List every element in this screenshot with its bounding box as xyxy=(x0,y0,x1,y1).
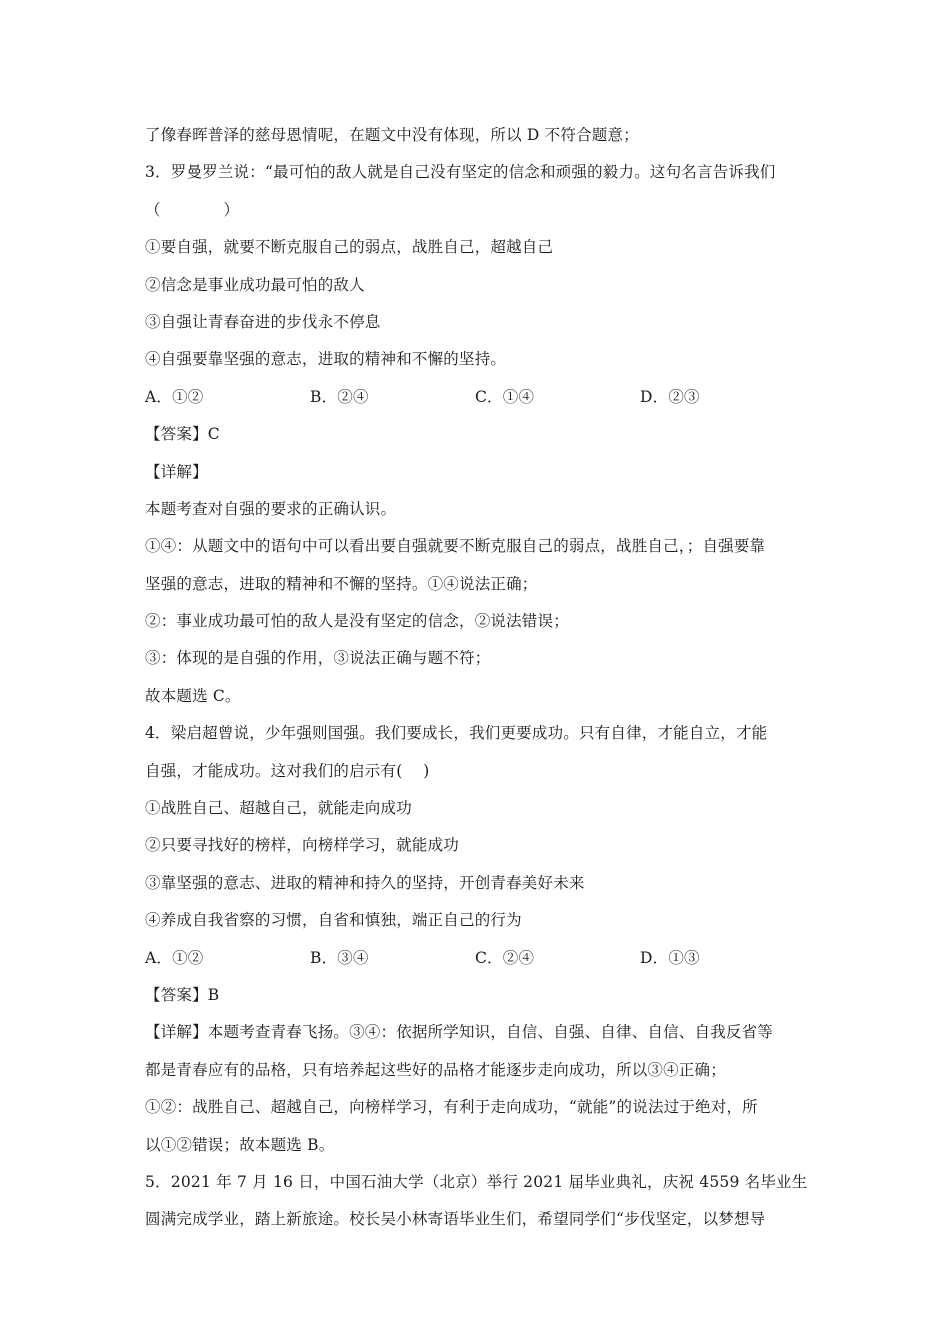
q4-option-2: ②只要寻找好的榜样，向榜样学习，就能成功 xyxy=(145,836,460,855)
text-line: 都是青春应有的品格，只有培养起这些好的品格才能逐步走向成功，所以③④正确； xyxy=(145,1060,726,1079)
q4-option-4: ④养成自我省察的习惯，自省和慎独，端正自己的行为 xyxy=(145,911,522,930)
q3-choice-a: A．①② xyxy=(145,387,204,406)
question-5-stem-cont: 圆满完成学业，踏上新旅途。校长吴小林寄语毕业生们，希望同学们“步伐坚定，以梦想导 xyxy=(145,1210,766,1229)
q4-choice-d: D．①③ xyxy=(640,948,700,967)
q3-explanation-heading: 【详解】 xyxy=(145,462,208,481)
q4-explanation: 【详解】本题考查青春飞扬。③④：依据所学知识，自信、自强、自律、自信、自我反省等 xyxy=(145,1023,774,1042)
text-line: ①④：从题文中的语句中可以看出要自强就要不断克服自己的弱点，战胜自己，；自强要靠 xyxy=(145,537,766,556)
q3-option-1: ①要自强，就要不断克服自己的弱点，战胜自己，超越自己 xyxy=(145,238,554,257)
q3-option-3: ③自强让青春奋进的步伐永不停息 xyxy=(145,312,381,331)
q3-choice-b: B．②④ xyxy=(310,387,369,406)
q3-choice-c: C．①④ xyxy=(475,387,535,406)
text-line: 了像春晖普泽的慈母恩情呢，在题文中没有体现，所以 D 不符合题意； xyxy=(145,126,639,144)
question-4-stem: 4．梁启超曾说，少年强则国强。我们要成长，我们更要成功。只有自律，才能自立，才能 xyxy=(145,724,768,743)
question-3-stem: 3．罗曼罗兰说：“最可怕的敌人就是自己没有坚定的信念和顽强的毅力。这句名言告诉我们 xyxy=(145,163,776,182)
text-line: 坚强的意志，进取的精神和不懈的坚持。①④说法正确； xyxy=(145,574,538,593)
text-line: 以①②错误；故本题选 B。 xyxy=(145,1135,335,1154)
text-line: 故本题选 C。 xyxy=(145,686,241,705)
question-5-stem: 5．2021 年 7 月 16 日，中国石油大学（北京）举行 2021 届毕业典礼，庆祝 4559 名毕业生 xyxy=(145,1172,808,1191)
q4-choices xyxy=(145,940,810,977)
q4-choice-a: A．①② xyxy=(145,948,204,967)
answer-blank: （ ） xyxy=(145,200,240,219)
q4-choice-b: B．③④ xyxy=(310,948,369,967)
q4-option-1: ①战胜自己、超越自己，就能走向成功 xyxy=(145,799,412,818)
document-body xyxy=(145,117,810,1239)
text-line: ②：事业成功最可怕的敌人是没有坚定的信念，②说法错误； xyxy=(145,612,569,631)
q3-answer: 【答案】C xyxy=(145,425,220,444)
text-line: ①②：战胜自己、超越自己，向榜样学习，有利于走向成功，“就能”的说法过于绝对，所 xyxy=(145,1098,758,1117)
question-4-stem-cont: 自强，才能成功。这对我们的启示有( ) xyxy=(145,761,430,780)
text-line: 本题考查对自强的要求的正确认识。 xyxy=(145,499,397,518)
q4-option-3: ③靠坚强的意志、进取的精神和持久的坚持，开创青春美好未来 xyxy=(145,873,585,892)
q3-choices xyxy=(145,379,810,416)
q4-choice-c: C．②④ xyxy=(475,948,535,967)
q4-answer: 【答案】B xyxy=(145,985,220,1004)
q3-option-4: ④自强要靠坚强的意志，进取的精神和不懈的坚持。 xyxy=(145,350,507,369)
text-line: ③：体现的是自强的作用，③说法正确与题不符； xyxy=(145,649,491,668)
q3-option-2: ②信念是事业成功最可怕的敌人 xyxy=(145,275,365,294)
q3-choice-d: D．②③ xyxy=(640,387,700,406)
